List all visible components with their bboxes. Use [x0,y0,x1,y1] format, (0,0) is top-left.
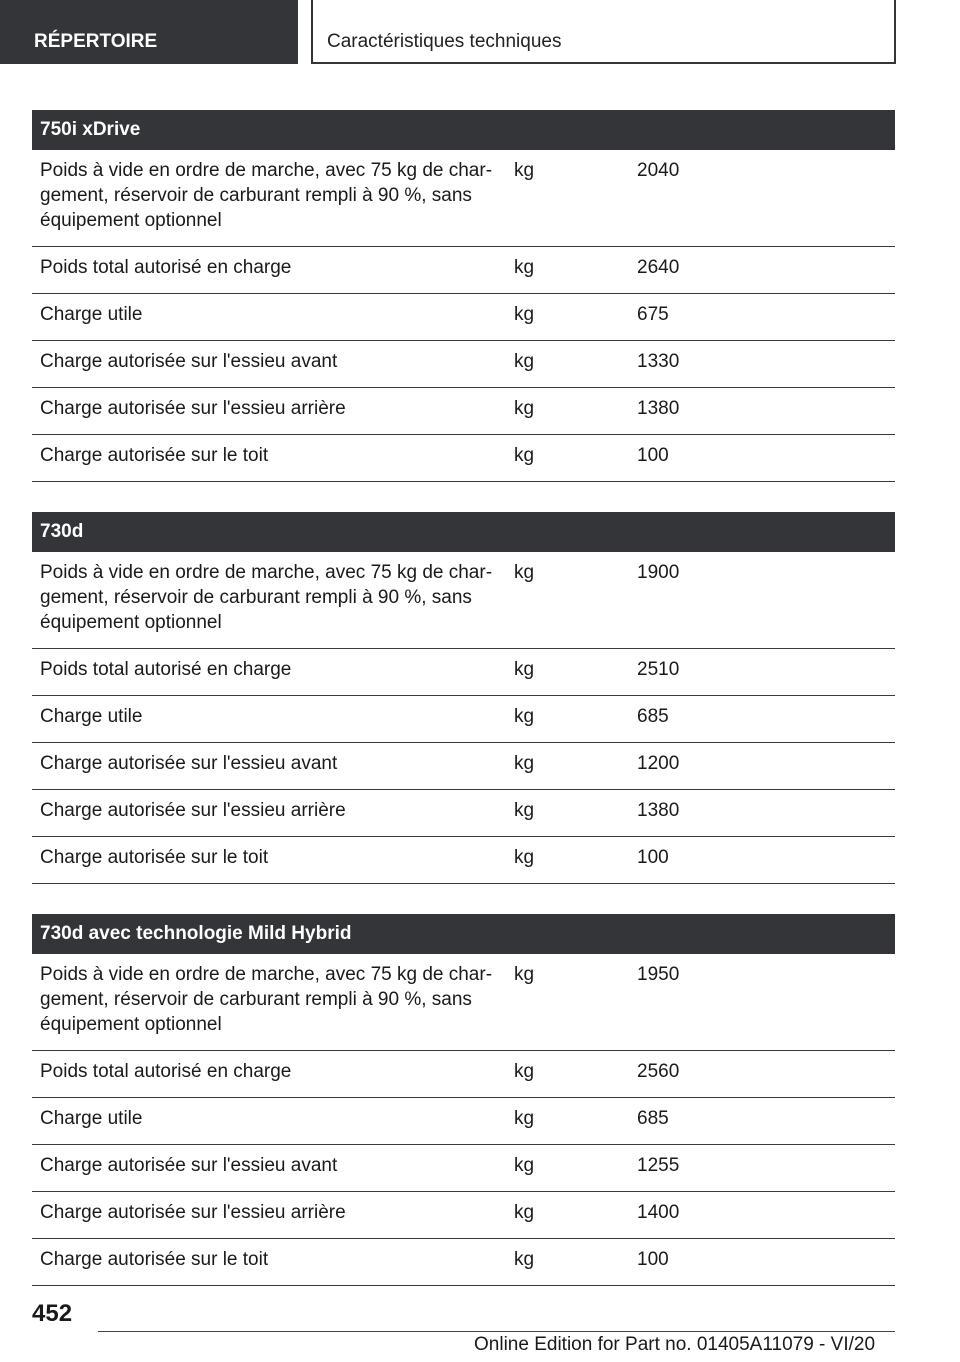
row-value: 685 [637,706,669,727]
row-unit: kg [514,800,535,821]
section-tab[interactable]: RÉPERTOIRE [0,0,298,64]
row-unit: kg [514,847,535,868]
row-unit: kg [514,1249,535,1270]
row-label: Charge autorisée sur l'essieu arrière [40,800,346,821]
table-row [32,649,895,696]
table-row [32,743,895,790]
row-unit: kg [514,1202,535,1223]
table-heading: 730d avec technologie Mild Hybrid [32,914,895,954]
row-value: 2040 [637,160,680,181]
row-label: Charge utile [40,1108,143,1129]
row-unit: kg [514,1155,535,1176]
table-row [32,1098,895,1145]
row-unit: kg [514,753,535,774]
table-row [32,1145,895,1192]
table-heading: 730d [32,512,895,552]
row-value: 1400 [637,1202,680,1223]
row-label: Poids à vide en ordre de marche, avec 75 kg de chargement, réservoir de carburant rempli à 90 %, sans équipement optionnel [40,964,493,1035]
row-value: 1200 [637,753,680,774]
spec-table-750i-xdrive [32,110,895,482]
row-label: Charge autorisée sur l'essieu avant [40,753,338,774]
row-value: 1330 [637,351,680,372]
row-label: Poids à vide en ordre de marche, avec 75 kg de chargement, réservoir de carburant rempli à 90 %, sans équipement optionnel [40,562,493,633]
row-unit: kg [514,706,535,727]
table-row [32,696,895,743]
row-value: 100 [637,1249,669,1270]
table-row [32,1192,895,1239]
footer-divider [98,1331,895,1332]
table-row [32,954,895,1051]
row-value: 1380 [637,398,680,419]
row-value: 1255 [637,1155,680,1176]
row-label: Charge autorisée sur l'essieu avant [40,1155,338,1176]
row-unit: kg [514,257,535,278]
table-row [32,435,895,482]
row-label: Charge autorisée sur l'essieu arrière [40,398,346,419]
row-unit: kg [514,160,535,181]
chapter-title: Caractéristiques techniques [311,0,896,64]
row-label: Charge autorisée sur le toit [40,847,269,868]
row-value: 1380 [637,800,680,821]
row-label: Poids total autorisé en charge [40,1061,292,1082]
row-value: 100 [637,847,669,868]
table-row [32,150,895,247]
row-unit: kg [514,398,535,419]
row-unit: kg [514,562,535,583]
table-row [32,790,895,837]
row-value: 685 [637,1108,669,1129]
row-unit: kg [514,1108,535,1129]
table-row [32,247,895,294]
spec-table-730d [32,512,895,884]
row-unit: kg [514,1061,535,1082]
table-row [32,388,895,435]
table-row [32,552,895,649]
row-label: Charge utile [40,304,143,325]
row-unit: kg [514,351,535,372]
row-label: Charge autorisée sur l'essieu avant [40,351,338,372]
row-unit: kg [514,445,535,466]
table-row [32,341,895,388]
row-label: Poids à vide en ordre de marche, avec 75 kg de chargement, réservoir de carburant rempli à 90 %, sans équipement optionnel [40,160,493,231]
row-label: Charge autorisée sur le toit [40,445,269,466]
row-value: 2640 [637,257,680,278]
table-row [32,294,895,341]
row-unit: kg [514,964,535,985]
row-value: 2560 [637,1061,680,1082]
row-value: 1950 [637,964,680,985]
row-label: Poids total autorisé en charge [40,659,292,680]
row-value: 1900 [637,562,680,583]
row-label: Charge utile [40,706,143,727]
table-row [32,837,895,884]
row-value: 100 [637,445,669,466]
table-heading: 750i xDrive [32,110,895,150]
row-label: Poids total autorisé en charge [40,257,292,278]
row-label: Charge autorisée sur le toit [40,1249,269,1270]
row-unit: kg [514,304,535,325]
spec-tables [32,110,895,1286]
row-unit: kg [514,659,535,680]
table-row [32,1051,895,1098]
footer-edition: Online Edition for Part no. 01405A11079 - VI/20 [474,1334,876,1355]
page-number: 452 [32,1300,73,1327]
row-value: 2510 [637,659,680,680]
table-row [32,1239,895,1286]
row-label: Charge autorisée sur l'essieu arrière [40,1202,346,1223]
page-header [0,0,960,66]
row-value: 675 [637,304,669,325]
spec-table-730d-mild-hybrid [32,914,895,1286]
